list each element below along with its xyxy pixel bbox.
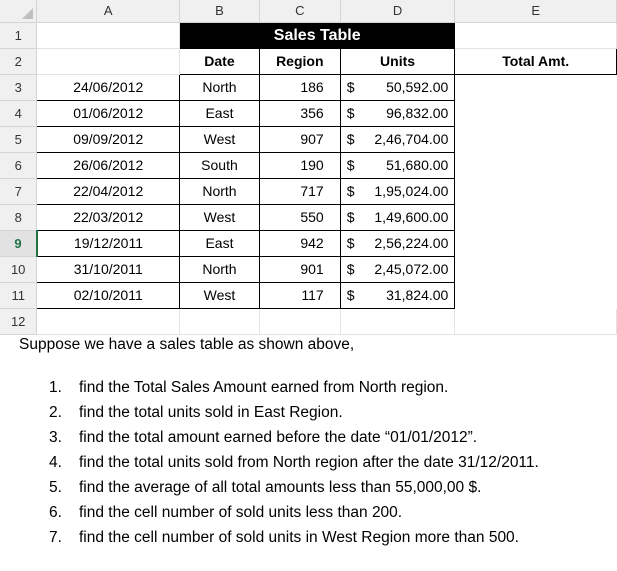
amount-cell[interactable] [340,75,455,101]
question-number: 5. [49,479,62,496]
column-header-d[interactable]: D [340,0,455,23]
cell-a1[interactable] [37,23,180,49]
row-header[interactable]: 4 [0,101,37,127]
row-header-2[interactable]: 2 [0,49,37,75]
date-cell[interactable]: 22/03/2012 [37,205,180,231]
date-cell[interactable]: 09/09/2012 [37,127,180,153]
currency-symbol: $ [346,131,355,147]
column-header-b[interactable]: B [180,0,260,23]
column-header-c[interactable]: C [259,0,340,23]
row-header-12[interactable]: 12 [0,309,37,335]
table-title[interactable]: Sales Table [180,23,455,49]
date-cell[interactable]: 26/06/2012 [37,153,180,179]
cell-e1[interactable] [455,23,617,49]
question-text: find the Total Sales Amount earned from North region. [79,379,449,396]
row-header-1[interactable]: 1 [0,23,37,49]
amount-value: 50,592.00 [386,79,449,95]
list-item [19,425,609,450]
question-number: 2. [49,404,62,421]
currency-symbol: $ [346,79,355,95]
question-list [19,375,609,550]
units-cell[interactable]: 356 [259,101,340,127]
cell-a2[interactable] [37,49,180,75]
region-cell[interactable]: West [180,127,260,153]
column-header-a[interactable]: A [37,0,180,23]
row-header[interactable]: 6 [0,153,37,179]
amount-value: 2,46,704.00 [374,131,449,147]
select-all-triangle-icon [22,8,33,19]
question-text: find the average of all total amounts less than 55,000,00 $. [79,479,482,496]
currency-symbol: $ [346,261,355,277]
list-item [19,375,609,400]
list-item [19,450,609,475]
column-header-e[interactable]: E [455,0,617,23]
units-cell[interactable]: 907 [259,127,340,153]
table-row [0,283,617,309]
table-row [0,205,617,231]
region-cell[interactable]: North [180,75,260,101]
currency-symbol: $ [346,235,355,251]
cell-e12[interactable] [455,309,617,335]
list-item [19,400,609,425]
region-cell[interactable]: North [180,179,260,205]
cell-d12[interactable] [340,309,455,335]
date-cell[interactable]: 31/10/2011 [37,257,180,283]
units-cell[interactable]: 901 [259,257,340,283]
cell-a12[interactable] [37,309,180,335]
question-section [19,333,609,550]
intro-text: Suppose we have a sales table as shown above, [19,336,355,353]
question-text: find the total units sold from North region after the date 31/12/2011. [79,454,539,471]
units-cell[interactable]: 190 [259,153,340,179]
row-header[interactable]: 7 [0,179,37,205]
amount-value: 2,45,072.00 [374,261,449,277]
row-header[interactable]: 9 [0,231,37,257]
list-item [19,475,609,500]
amount-value: 96,832.00 [386,105,449,121]
amount-cell[interactable] [340,283,455,309]
row-header[interactable]: 10 [0,257,37,283]
question-text: find the total units sold in East Region. [79,404,343,421]
currency-symbol: $ [346,287,355,303]
region-cell[interactable]: West [180,283,260,309]
region-cell[interactable]: East [180,231,260,257]
select-all-corner[interactable] [0,0,37,23]
question-number: 3. [49,429,62,446]
units-cell[interactable]: 186 [259,75,340,101]
amount-cell[interactable] [340,101,455,127]
question-text: find the cell number of sold units in West Region more than 500. [79,529,519,546]
units-cell[interactable]: 117 [259,283,340,309]
row-header[interactable]: 3 [0,75,37,101]
currency-symbol: $ [346,105,355,121]
region-cell[interactable]: South [180,153,260,179]
table-row [0,179,617,205]
list-item [19,500,609,525]
units-cell[interactable]: 550 [259,205,340,231]
currency-symbol: $ [346,183,355,199]
region-cell[interactable]: West [180,205,260,231]
question-text: find the total amount earned before the date “01/01/2012”. [79,429,478,446]
row-header[interactable]: 8 [0,205,37,231]
question-number: 7. [49,529,62,546]
cell-b12[interactable] [180,309,260,335]
currency-symbol: $ [346,157,355,173]
table-row [0,257,617,283]
date-cell[interactable]: 02/10/2011 [37,283,180,309]
units-cell[interactable]: 717 [259,179,340,205]
header-units[interactable]: Units [340,49,455,75]
list-item [19,525,609,550]
amount-cell[interactable] [340,127,455,153]
header-total[interactable]: Total Amt. [455,49,617,75]
amount-value: 31,824.00 [386,287,449,303]
amount-value: 51,680.00 [386,157,449,173]
question-number: 4. [49,454,62,471]
amount-cell[interactable] [340,231,455,257]
amount-value: 1,49,600.00 [374,209,449,225]
question-number: 6. [49,504,62,521]
date-cell[interactable]: 01/06/2012 [37,101,180,127]
table-row [0,153,617,179]
cell-c12[interactable] [259,309,340,335]
row-header[interactable]: 5 [0,127,37,153]
amount-cell[interactable] [340,179,455,205]
question-number: 1. [49,379,62,396]
table-row [0,75,617,101]
question-text: find the cell number of sold units less than 200. [79,504,403,521]
date-cell[interactable]: 22/04/2012 [37,179,180,205]
table-row [0,101,617,127]
amount-cell[interactable] [340,153,455,179]
header-date[interactable]: Date [180,49,260,75]
amount-value: 1,95,024.00 [374,183,449,199]
date-cell[interactable]: 19/12/2011 [37,231,180,257]
amount-cell[interactable] [340,257,455,283]
table-row [0,127,617,153]
date-cell[interactable]: 24/06/2012 [37,75,180,101]
region-cell[interactable]: East [180,101,260,127]
row-header[interactable]: 11 [0,283,37,309]
table-row [0,231,617,257]
amount-value: 2,56,224.00 [374,235,449,251]
header-region[interactable]: Region [259,49,340,75]
units-cell[interactable]: 942 [259,231,340,257]
region-cell[interactable]: North [180,257,260,283]
currency-symbol: $ [346,209,355,225]
amount-cell[interactable] [340,205,455,231]
